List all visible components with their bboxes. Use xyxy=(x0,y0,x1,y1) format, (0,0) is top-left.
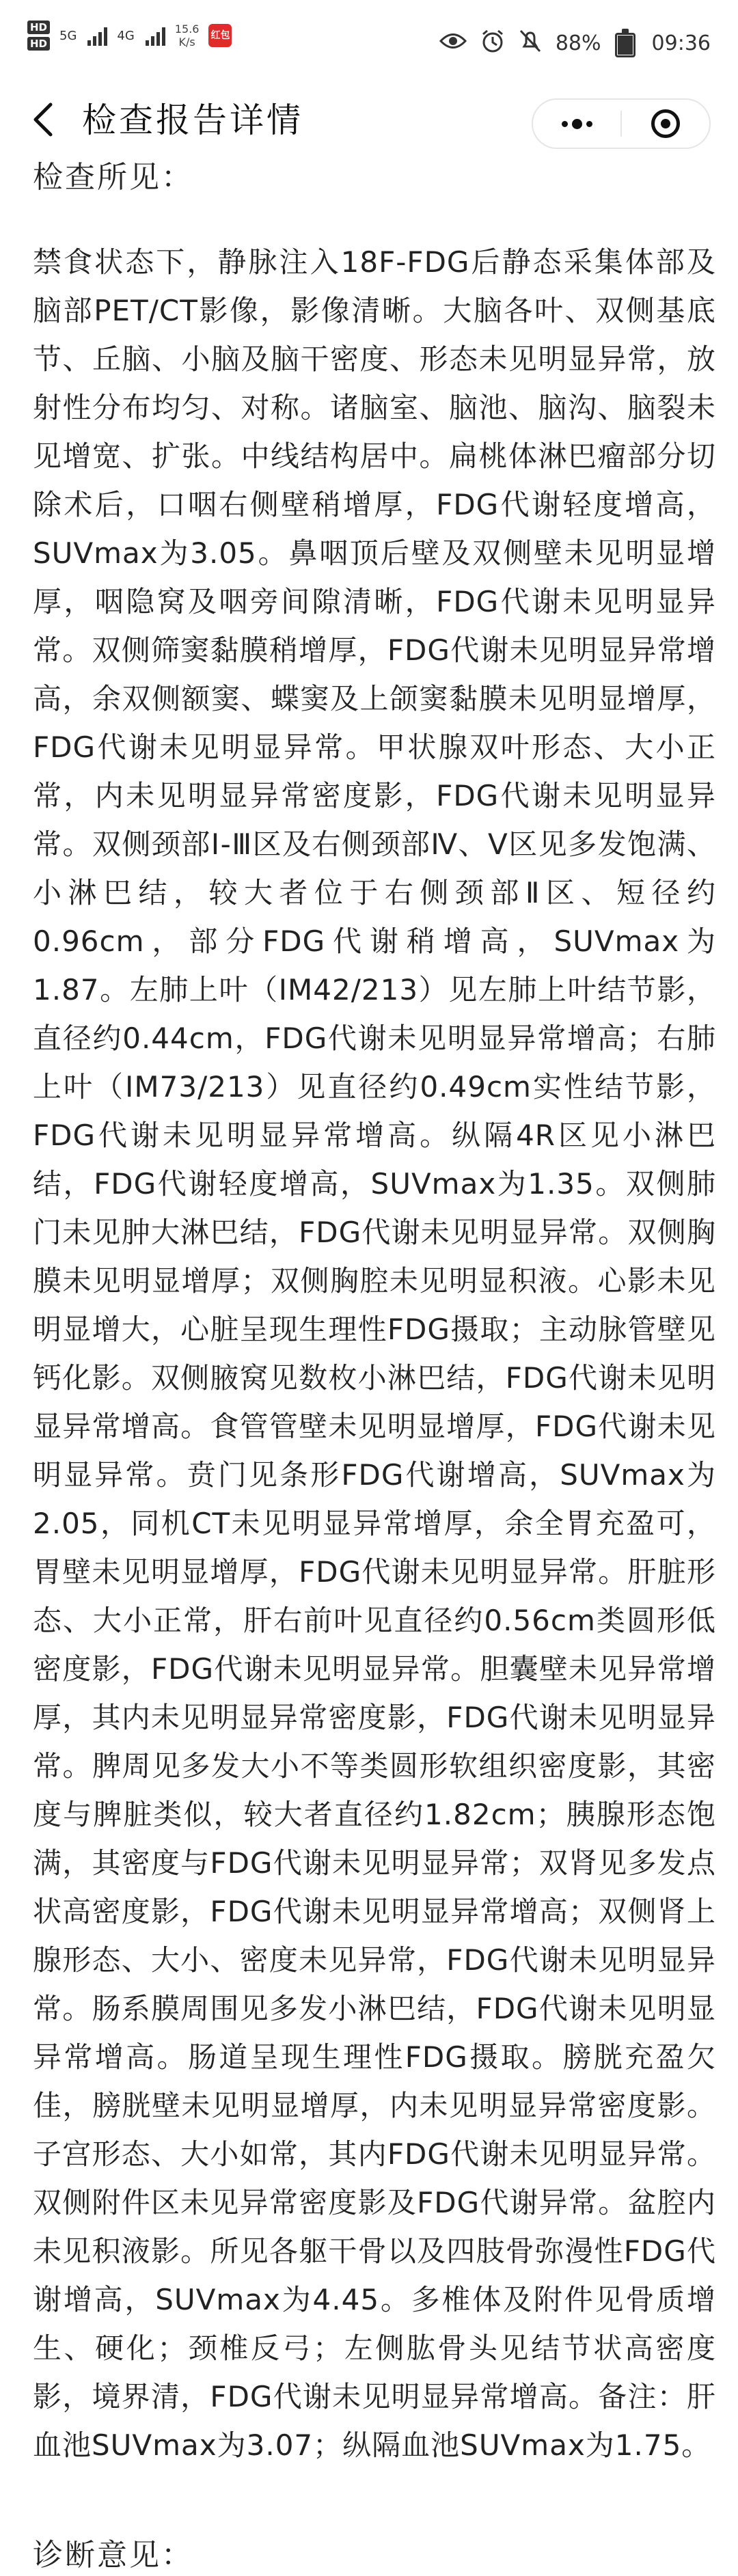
network-speed-unit: K/s xyxy=(178,36,195,49)
signal-icon xyxy=(146,25,165,46)
eye-icon xyxy=(439,31,467,55)
close-miniprogram-button[interactable] xyxy=(622,100,709,148)
network-4g-label: 4G xyxy=(117,28,135,43)
hd-badge: HD xyxy=(27,20,50,34)
navigation-bar xyxy=(0,82,738,157)
status-left xyxy=(27,20,232,51)
network-speed xyxy=(175,23,200,49)
network-5g-label: 5G xyxy=(59,28,77,43)
hd-badge: HD xyxy=(27,37,50,51)
more-dots-icon xyxy=(562,119,592,129)
more-button[interactable] xyxy=(533,100,620,148)
battery-icon xyxy=(615,27,638,59)
target-close-icon xyxy=(651,109,680,138)
clock: 09:36 xyxy=(651,31,711,55)
findings-text: 禁食状态下，静脉注入18F-FDG后静态采集体部及脑部PET/CT影像，影像清晰。大脑各叶、双侧基底节、丘脑、小脑及脑干密度、形态未见明显异常，放射性分布均匀、对称。诸脑室、脑池、脑沟、脑裂未见增宽、扩张。中线结构居中。扁桃体淋巴瘤部分切除术后，口咽右侧壁稍增厚，FDG代谢轻度增高，SUVmax为3.05。鼻咽顶后壁及双侧壁未见明显增厚，咽隐窝及咽旁间隙清晰，FDG代谢未见明显异常。双侧筛窦黏膜稍增厚，FDG代谢未见明显异常增高，余双侧额窦、蝶窦及上颌窦黏膜未见明显增厚，FDG代谢未见明显异常。甲状腺双叶形态、大小正常，内未见明显异常密度影，FDG代谢未见明显异常。双侧颈部Ⅰ-Ⅲ区及右侧颈部Ⅳ、Ⅴ区见多发饱满、小淋巴结，较大者位于右侧颈部Ⅱ区、短径约0.96cm，部分FDG代谢稍增高，SUVmax为1.87。左肺上叶（IM42/213）见左肺上叶结节影，直径约0.44cm，FDG代谢未见明显异常增高；右肺上叶（IM73/213）见直径约0.49cm实性结节影，FDG代谢未见明显异常增高。纵隔4R区见小淋巴结，FDG代谢轻度增高，SUVmax为1.35。双侧肺门未见肿大淋巴结，FDG代谢未见明显异常。双侧胸膜未见明显增厚；双侧胸腔未见明显积液。心影未见明显增大，心脏呈现生理性FDG摄取；主动脉管壁见钙化影。双侧腋窝见数枚小淋巴结，FDG代谢未见明显异常增高。食管管壁未见明显增厚，FDG代谢未见明显异常。贲门见条形FDG代谢增高，SUVmax为2.05，同机CT未见明显异常增厚，余全胃充盈可，胃壁未见明显增厚，FDG代谢未见明显异常。肝脏形态、大小正常，肝右前叶见直径约0.56cm类圆形低密度影，FDG代谢未见明显异常。胆囊壁未见异常增厚，其内未见明显异常密度影，FDG代谢未见明显异常。脾周见多发大小不等类圆形软组织密度影，其密度与脾脏类似，较大者直径约1.82cm；胰腺形态饱满，其密度与FDG代谢未见明显异常；双肾见多发点状高密度影，FDG代谢未见明显异常增高；双侧肾上腺形态、大小、密度未见异常，FDG代谢未见明显异常。肠系膜周围见多发小淋巴结，FDG代谢未见明显异常增高。肠道呈现生理性FDG摄取。膀胱充盈欠佳，膀胱壁未见明显增厚，内未见明显异常密度影。子宫形态、大小如常，其内FDG代谢未见明显异常。双侧附件区未见异常密度影及FDG代谢异常。盆腔内未见积液影。所见各躯干骨以及四肢骨弥漫性FDG代谢增高，SUVmax为4.45。多椎体及附件见骨质增生、硬化；颈椎反弓；左侧肱骨头见结节状高密度影，境界清，FDG代谢未见明显异常增高。备注：肝血池SUVmax为3.07；纵隔血池SUVmax为1.75。 xyxy=(33,245,716,2462)
hd-indicators xyxy=(27,20,50,51)
back-button[interactable] xyxy=(20,97,66,142)
findings-heading: 检查所见： xyxy=(33,160,193,195)
page-title: 检查报告详情 xyxy=(82,100,303,140)
status-right xyxy=(439,27,711,59)
network-speed-value: 15.6 xyxy=(174,23,200,36)
signal-icon xyxy=(87,25,107,46)
chevron-left-icon xyxy=(31,102,55,137)
battery-percent: 88% xyxy=(555,31,601,55)
mute-icon xyxy=(519,29,542,57)
status-bar xyxy=(0,0,738,82)
diagnosis-heading: 诊断意见： xyxy=(33,2538,193,2573)
alarm-icon xyxy=(480,29,505,57)
report-content xyxy=(33,157,716,2576)
miniprogram-capsule xyxy=(532,98,711,149)
app-notification-icon: 红包 xyxy=(208,24,232,47)
